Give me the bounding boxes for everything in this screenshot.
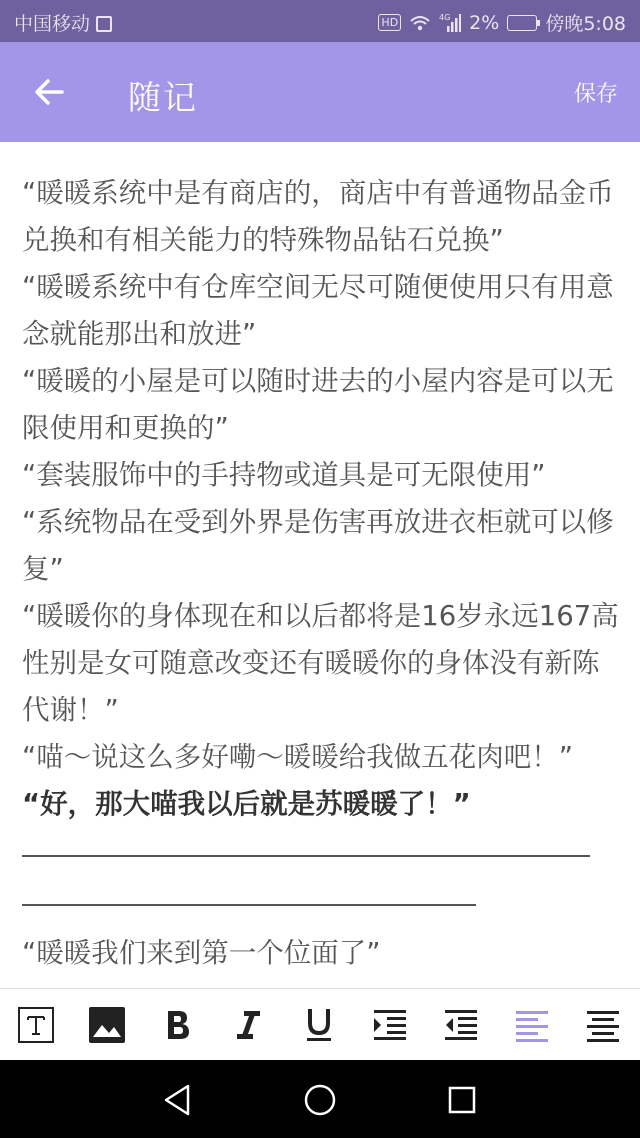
italic-button[interactable] (226, 1003, 270, 1047)
wifi-icon (409, 14, 431, 32)
home-nav-icon[interactable] (302, 1082, 338, 1118)
battery-icon (507, 15, 537, 31)
status-bar (0, 0, 640, 42)
paragraph: “暖暖系统中有仓库空间无尽可随便使用只有用意念就能那出和放进” (22, 271, 614, 350)
align-center-icon (585, 1008, 621, 1042)
carrier-name: 中国移动 (14, 13, 91, 35)
save-button[interactable]: 保存 (573, 82, 618, 107)
recents-nav-icon[interactable] (446, 1084, 478, 1116)
clock: 傍晚5:08 (545, 13, 626, 35)
indent-button[interactable] (368, 1003, 412, 1047)
align-left-button[interactable] (510, 1003, 554, 1047)
paragraph-bold: “好，那大喵我以后就是苏暖暖了！” (22, 788, 471, 820)
editor-content[interactable] (22, 170, 622, 828)
back-button[interactable] (30, 72, 70, 112)
bold-icon (163, 1008, 193, 1042)
divider-line (22, 904, 476, 906)
app-bar (0, 42, 640, 142)
paragraph: “系统物品在受到外界是伤害再放进衣柜就可以修复” (22, 506, 614, 585)
paragraph: “暖暖你的身体现在和以后都将是16岁永远167高性别是女可随意改变还有暖暖你的身体没有新陈代谢！” (22, 600, 619, 726)
system-nav-bar (0, 1060, 640, 1138)
image-icon (88, 1006, 126, 1044)
back-nav-icon[interactable] (160, 1082, 196, 1118)
paragraph: “暖暖的小屋是可以随时进去的小屋内容是可以无限使用和更换的” (22, 365, 614, 444)
text-box-icon (17, 1006, 55, 1044)
align-center-button[interactable] (581, 1003, 625, 1047)
indent-icon (372, 1008, 408, 1042)
arrow-left-icon (30, 72, 70, 112)
divider-line (22, 855, 590, 857)
paragraph: “喵～说这么多好嘞～暖暖给我做五花肉吧！” (22, 741, 573, 773)
page-title: 随记 (128, 78, 198, 117)
outdent-icon (443, 1008, 479, 1042)
paragraph: “套装服饰中的手持物或道具是可无限使用” (22, 459, 546, 491)
paragraph: “暖暖我们来到第一个位面了” (22, 937, 381, 969)
insert-image-button[interactable] (85, 1003, 129, 1047)
underline-button[interactable] (297, 1003, 341, 1047)
paragraph: “暖暖系统中是有商店的，商店中有普通物品金币兑换和有相关能力的特殊物品钻石兑换” (22, 177, 614, 256)
bold-button[interactable] (156, 1003, 200, 1047)
italic-icon (233, 1008, 263, 1042)
battery-percent: 2% (469, 11, 500, 34)
format-toolbar (0, 988, 640, 1061)
underline-icon (304, 1007, 334, 1043)
signal-icon (439, 13, 461, 33)
outdent-button[interactable] (439, 1003, 483, 1047)
hd-icon: HD (378, 14, 401, 31)
network-type: 4G (439, 12, 451, 22)
text-style-button[interactable] (14, 1003, 58, 1047)
align-left-icon (514, 1008, 550, 1042)
calendar-icon (96, 16, 112, 32)
